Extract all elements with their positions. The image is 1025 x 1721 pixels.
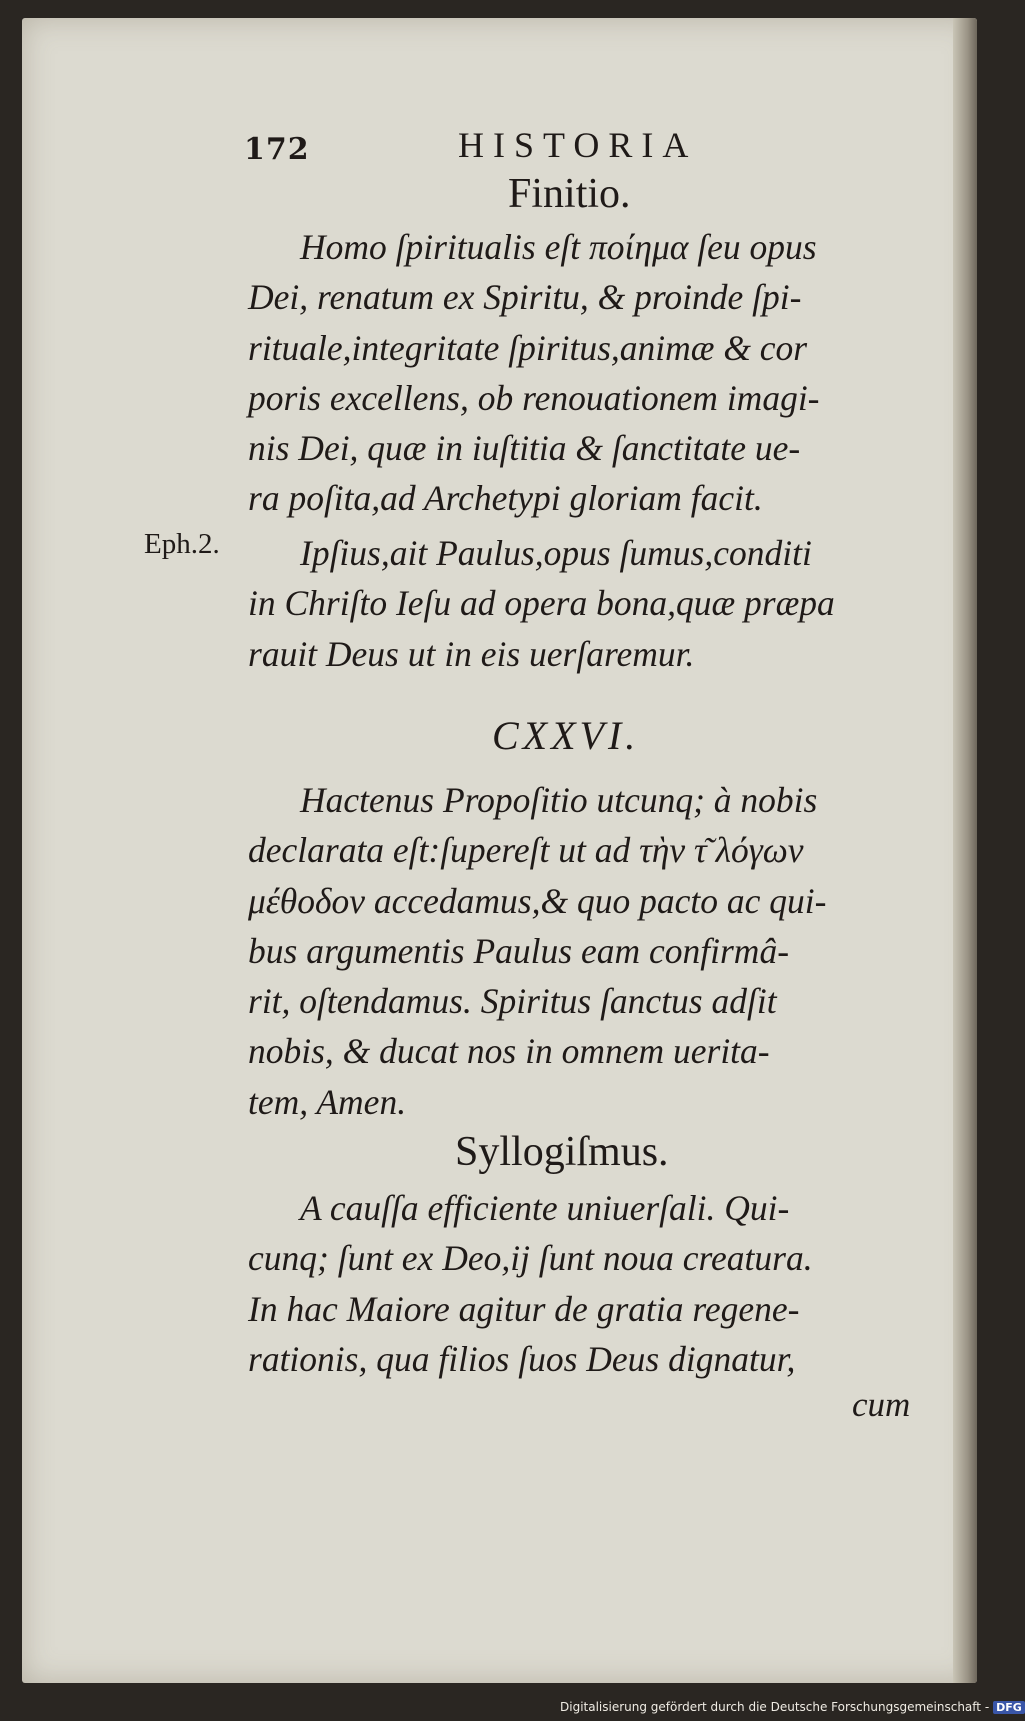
heading-finitio: Finitio. (508, 171, 631, 217)
text-line: Hactenus Propoſitio utcunq; à nobis (300, 780, 818, 820)
text-line: nobis, & ducat nos in omnem uerita- (248, 1031, 770, 1072)
paragraph-scripture (248, 528, 936, 679)
paragraph-cxxvi (248, 775, 936, 1127)
page-edge (953, 18, 977, 1683)
page-number: 172 (244, 132, 310, 167)
heading-cxxvi: CXXVI. (492, 713, 640, 758)
text-line: bus argumentis Paulus eam confirmâ- (248, 930, 790, 971)
text-line: ra poſita,ad Archetypi gloriam facit. (248, 478, 763, 519)
paragraph-finitio (248, 222, 936, 524)
text-line: cunq; ſunt ex Deo,ij ſunt noua creatura. (248, 1238, 813, 1279)
dfg-logo-icon[interactable]: DFG (993, 1701, 1025, 1714)
digitization-credit (560, 1700, 1025, 1714)
text-line: A cauſſa efficiente uniuerſali. Qui- (300, 1188, 790, 1228)
text-line: tem, Amen. (248, 1081, 407, 1122)
text-line: In hac Maiore agitur de gratia regene- (248, 1288, 800, 1329)
text-line: declarata eſt:ſupereſt ut ad τὴν τ͂ λόγων (248, 830, 804, 871)
catchword: cum (852, 1385, 911, 1424)
paragraph-syllogismus (248, 1183, 936, 1384)
running-head: HISTORIA (458, 125, 698, 165)
text-line: nis Dei, quæ in iuſtitia & ſanctitate ue- (248, 428, 801, 469)
text-line: μέθοδον accedamus,& quo pacto ac qui- (248, 880, 827, 921)
heading-syllogismus: Syllogiſmus. (455, 1129, 669, 1175)
text-line: rationis, qua filios ſuos Deus dignatur, (248, 1338, 796, 1379)
text-line: in Chriſto Ieſu ad opera bona,quæ præpa (248, 583, 835, 624)
text-line: poris excellens, ob renouationem imagi- (248, 377, 820, 418)
marginal-note: Eph.2. (144, 528, 220, 560)
text-line: Homo ſpiritualis eſt ποίημα ſeu opus (300, 227, 817, 267)
credit-text: Digitalisierung gefördert durch die Deutsche Forschungsgemeinschaft - (560, 1700, 990, 1714)
text-line: rit, oſtendamus. Spiritus ſanctus adſit (248, 981, 777, 1022)
text-line: rauit Deus ut in eis uerſaremur. (248, 633, 695, 674)
text-line: Dei, renatum ex Spiritu, & proinde ſpi- (248, 277, 802, 318)
text-line: rituale,integritate ſpiritus,animæ & cor (248, 327, 808, 368)
text-line: Ipſius,ait Paulus,opus ſumus,conditi (300, 533, 812, 573)
